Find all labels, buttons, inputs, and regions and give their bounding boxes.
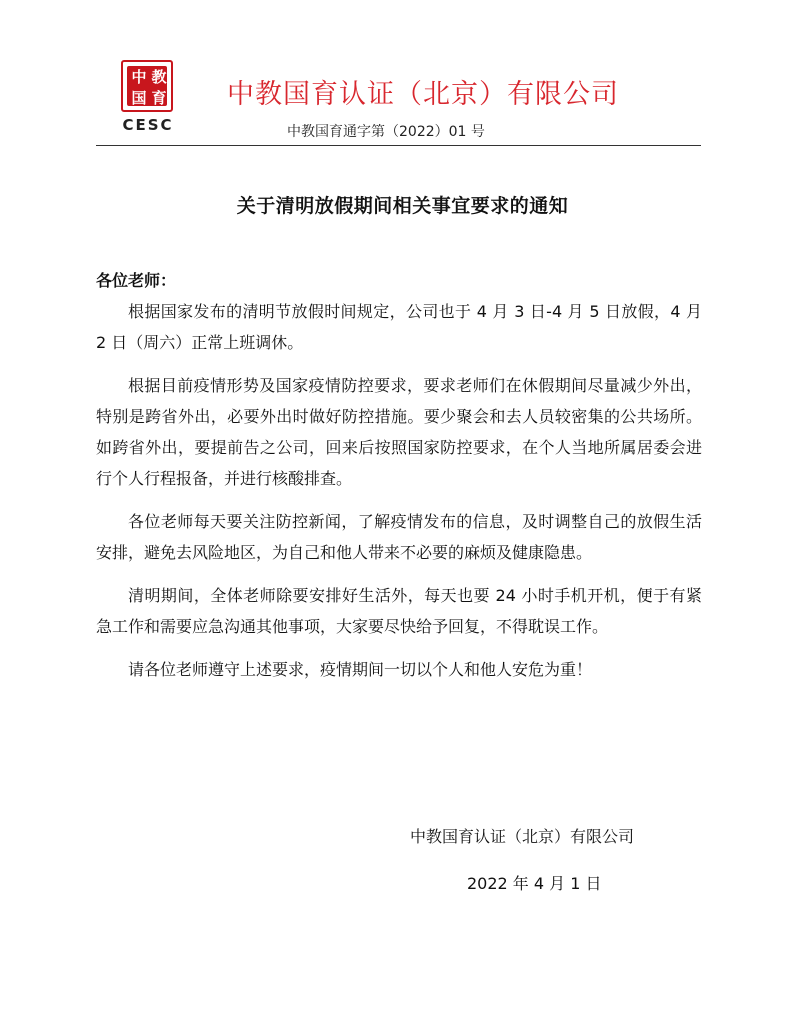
paragraph-holiday: 根据国家发布的清明节放假时间规定，公司也于 4 月 3 日-4 月 5 日放假，4 月 2 日（周六）正常上班调休。 — [96, 302, 702, 352]
seal-icon — [121, 60, 173, 112]
header-divider — [96, 145, 701, 146]
logo-text: CESC — [122, 116, 174, 134]
document-title: 关于清明放假期间相关事宜要求的通知 — [236, 195, 569, 217]
document-date: 2022 年 4 月 1 日 — [467, 874, 602, 893]
signature: 中教国育认证（北京）有限公司 — [410, 827, 635, 846]
company-logo — [121, 60, 175, 134]
seal-char-jiao: 教 — [151, 68, 167, 86]
paragraph-closing: 请各位老师遵守上述要求，疫情期间一切以个人和他人安危为重！ — [128, 660, 593, 679]
seal-char-zhong: 中 — [131, 68, 147, 86]
paragraph-news: 各位老师每天要关注防控新闻，了解疫情发布的信息，及时调整自己的放假生活安排，避免去风险地区，为自己和他人带来不必要的麻烦及健康隐患。 — [96, 512, 702, 562]
document-number: 中教国育通字第（2022）01 号 — [287, 124, 485, 140]
seal-char-yu: 育 — [151, 89, 167, 107]
seal-char-guo: 国 — [131, 89, 147, 107]
document-body — [96, 296, 702, 697]
company-name: 中教国育认证（北京）有限公司 — [227, 79, 619, 110]
paragraph-phone: 清明期间，全体老师除要安排好生活外，每天也要 24 小时手机开机，便于有紧急工作和需要应急沟通其他事项，大家要尽快给予回复，不得耽误工作。 — [96, 586, 702, 636]
paragraph-epidemic: 根据目前疫情形势及国家疫情防控要求，要求老师们在休假期间尽量减少外出，特别是跨省外出，必要外出时做好防控措施。要少聚会和去人员较密集的公共场所。如跨省外出，要提前告之公司，回来后按照国家防控要求，在个人当地所属居委会进行个人行程报备，并进行核酸排查。 — [96, 376, 702, 488]
greeting: 各位老师： — [96, 271, 177, 290]
